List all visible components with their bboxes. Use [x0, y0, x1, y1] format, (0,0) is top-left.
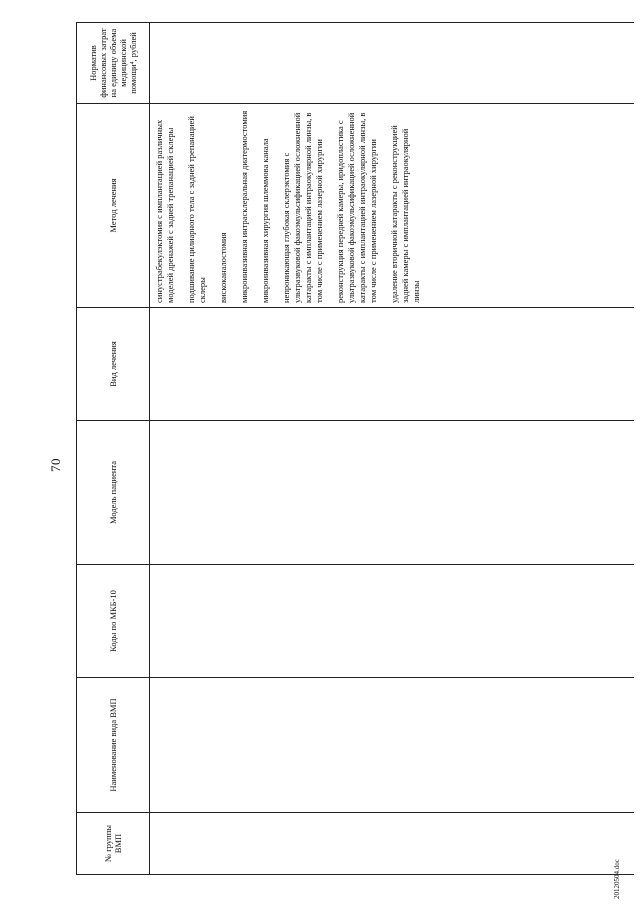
header-patient-model: Модель пациента [77, 421, 150, 565]
table-row [150, 23, 635, 875]
page-number: 70 [48, 458, 63, 472]
method-item: удаление вторичной катаракты с реконструкцией задней камеры с имплантацией интраокулярной линзы [389, 125, 421, 303]
header-icd-codes: Коды по МКБ-10 [77, 565, 150, 678]
cell-cost-standard [150, 23, 635, 104]
header-treatment-type: Вид лечения [77, 308, 150, 421]
method-item: микроинвазивная хирургия шлеммова канала [260, 138, 270, 303]
header-vmp-name: Наименование вида ВМП [77, 678, 150, 813]
vmp-table [76, 22, 634, 875]
method-item: подшивание цилиарного тела с задней трепанацией склеры [186, 116, 207, 303]
cell-treatment-type [150, 308, 635, 421]
method-item: синустрабекулэктомия с имплантацией различных моделей дренажей с задней трепанацией склеры [154, 119, 175, 303]
cell-treatment-methods [150, 104, 635, 308]
method-item: непроникающая глубокая склерэктомия с ультразвуковой факоэмульсификацией осложненной катаракты с имплантацией интраокулярной линзы, в том числе с применением лазерной хирургии [281, 112, 324, 303]
header-treatment-method: Метод лечения [77, 104, 150, 308]
document-filename: 20120504.doc [613, 859, 621, 899]
cell-vmp-name [150, 678, 635, 813]
header-group-number: № группы ВМП [77, 813, 150, 875]
method-item: вискоканалостомия [218, 232, 228, 303]
cell-icd-codes [150, 565, 635, 678]
cell-group-number [150, 813, 635, 875]
method-item: реконструкция передней камеры, иридопластика с ультразвуковой факоэмульсификацией осложненной катаракты с имплантацией интраокулярной линзы, в том числе с применением лазерной хирургии [335, 112, 378, 303]
cell-patient-model [150, 421, 635, 565]
header-cost-standard: Норматив финансовых затрат на единицу объема медицинской помощи⁴, рублей [77, 23, 150, 104]
table-header-row [77, 23, 150, 875]
method-item: микроинвазивная интрасклеральная диатермостомия [239, 110, 249, 303]
